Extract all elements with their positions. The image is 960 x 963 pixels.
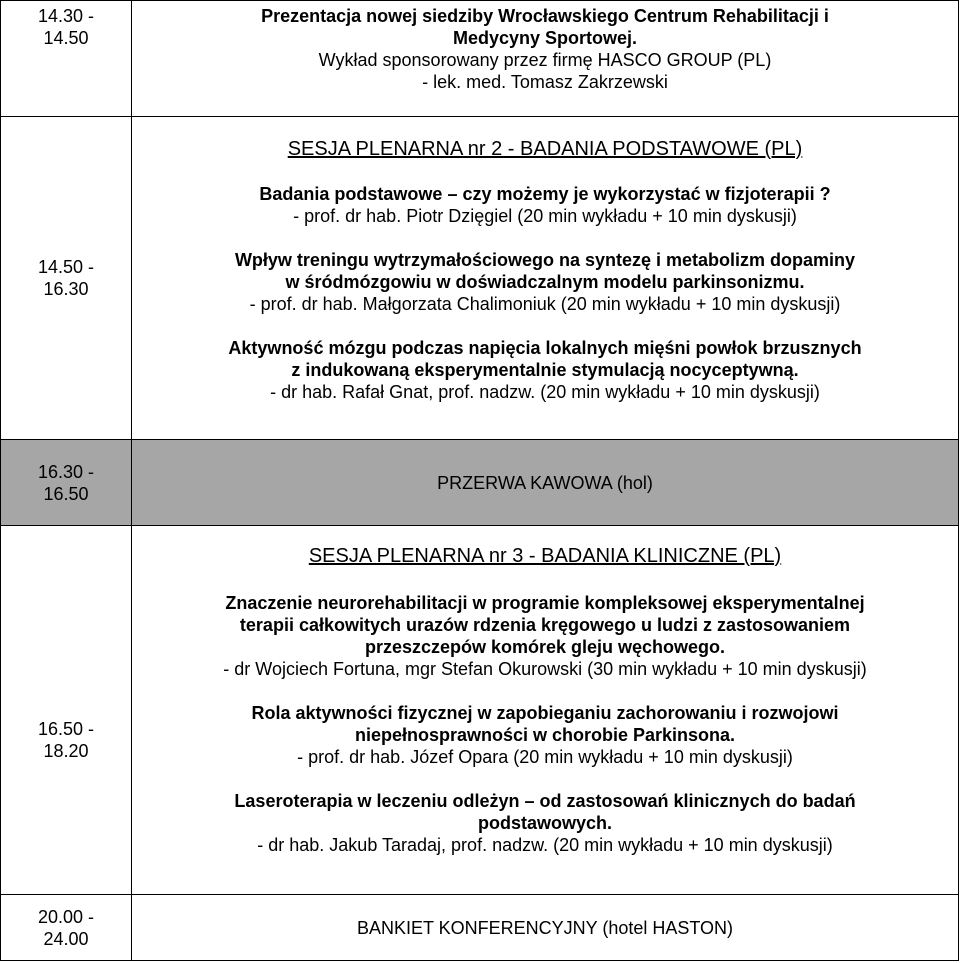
talk-title: w śródmózgowiu w doświadczalnym modelu parkinsonizmu. <box>285 272 805 292</box>
talk-speaker: - dr hab. Rafał Gnat, prof. nadzw. (20 min wykładu + 10 min dyskusji) <box>270 382 820 402</box>
time-start: 14.50 - <box>37 257 95 277</box>
talk-title: Badania podstawowe – czy możemy je wykorzystać w fizjoterapii ? <box>259 184 831 204</box>
banquet-cell <box>132 895 959 961</box>
time-start: 16.50 - <box>37 719 95 739</box>
event-sponsor-line: Wykład sponsorowany przez firmę HASCO GROUP (PL) <box>318 50 772 70</box>
talk-item <box>132 183 958 227</box>
time-end: 24.00 <box>43 928 89 949</box>
time-cell <box>1 1 132 117</box>
talk-title: terapii całkowitych urazów rdzenia kręgowego u ludzi z zastosowaniem <box>239 615 851 635</box>
talk-item <box>132 702 958 768</box>
time-end: 16.30 <box>43 279 89 299</box>
talk-item <box>132 249 958 315</box>
session-title: SESJA PLENARNA nr 3 - BADANIA KLINICZNE (PL) <box>308 545 782 567</box>
talk-title: Laseroterapia w leczeniu odleżyn – od zastosowań klinicznych do badań <box>234 791 856 811</box>
time-start: 20.00 - <box>37 906 95 927</box>
session-cell <box>132 117 959 440</box>
schedule-row <box>1 440 959 526</box>
schedule-row <box>1 526 959 895</box>
talk-speaker: - prof. dr hab. Józef Opara (20 min wykładu + 10 min dyskusji) <box>297 747 793 767</box>
time-cell <box>1 895 132 961</box>
talk-title: Rola aktywności fizycznej w zapobieganiu zachorowaniu i rozwojowi <box>251 703 839 723</box>
talk-title: Znaczenie neurorehabilitacji w programie kompleksowej eksperymentalnej <box>225 593 865 613</box>
talk-title: z indukowaną eksperymentalnie stymulacją nocyceptywną. <box>291 360 799 380</box>
event-cell <box>132 1 959 117</box>
schedule-row <box>1 117 959 440</box>
time-start: 14.30 - <box>37 6 95 26</box>
event-title-line: Medycyny Sportowej. <box>452 28 638 48</box>
session-title: SESJA PLENARNA nr 2 - BADANIA PODSTAWOWE (PL) <box>287 138 803 160</box>
talk-title: Wpływ treningu wytrzymałościowego na syntezę i metabolizm dopaminy <box>234 250 856 270</box>
talk-title: Aktywność mózgu podczas napięcia lokalnych mięśni powłok brzusznych <box>228 338 862 358</box>
time-end: 14.50 <box>43 28 89 48</box>
talk-title: podstawowych. <box>477 813 612 833</box>
time-cell <box>1 440 132 526</box>
talk-title: niepełnosprawności w chorobie Parkinsona. <box>354 725 736 745</box>
break-cell <box>132 440 959 526</box>
event-title-line: Prezentacja nowej siedziby Wrocławskiego Centrum Rehabilitacji i <box>261 6 829 26</box>
talk-title: przeszczepów komórek gleju węchowego. <box>364 637 726 657</box>
time-cell <box>1 117 132 440</box>
talk-speaker: - dr Wojciech Fortuna, mgr Stefan Okurowski (30 min wykładu + 10 min dyskusji) <box>223 659 867 679</box>
talk-speaker: - prof. dr hab. Piotr Dzięgiel (20 min wykładu + 10 min dyskusji) <box>293 206 797 226</box>
event-speaker: - lek. med. Tomasz Zakrzewski <box>422 72 668 92</box>
time-end: 16.50 <box>43 483 89 504</box>
talk-speaker: - prof. dr hab. Małgorzata Chalimoniuk (20 min wykładu + 10 min dyskusji) <box>249 294 841 314</box>
talk-speaker: - dr hab. Jakub Taradaj, prof. nadzw. (20 min wykładu + 10 min dyskusji) <box>257 835 833 855</box>
schedule-row <box>1 1 959 117</box>
break-label: PRZERWA KAWOWA (hol) <box>437 472 653 493</box>
talk-item <box>132 790 958 856</box>
schedule-row <box>1 895 959 961</box>
time-cell <box>1 526 132 895</box>
time-end: 18.20 <box>43 741 89 761</box>
talk-item <box>132 592 958 680</box>
time-start: 16.30 - <box>37 461 95 482</box>
session-cell <box>132 526 959 895</box>
talk-item <box>132 337 958 403</box>
banquet-label: BANKIET KONFERENCYJNY (hotel HASTON) <box>356 917 734 938</box>
